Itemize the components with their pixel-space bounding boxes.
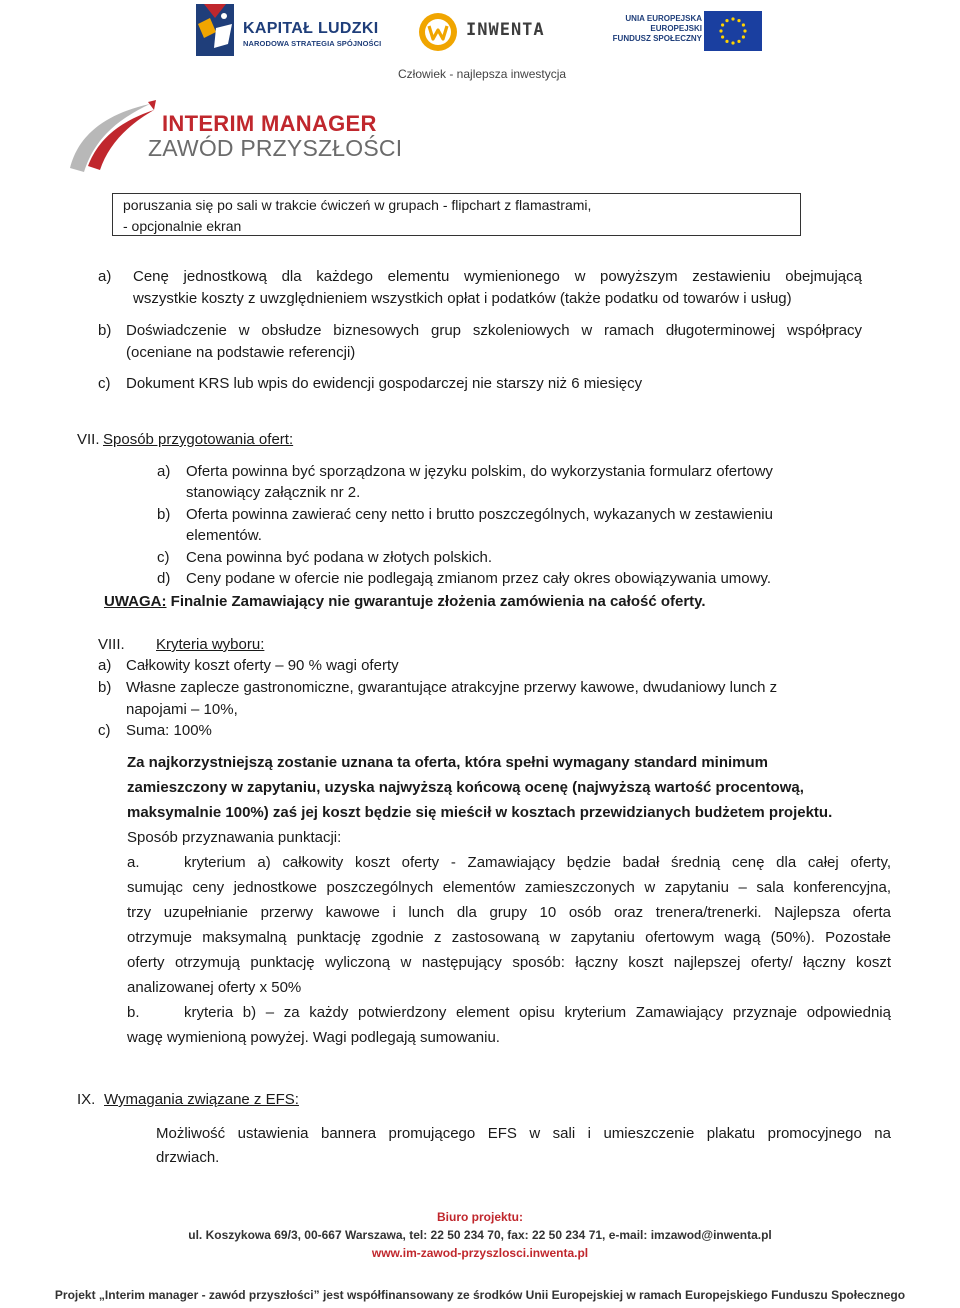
section7-number: VII.	[77, 431, 100, 448]
section7-a-marker: a)	[157, 463, 171, 480]
scoring-b-marker: b.	[127, 1004, 140, 1021]
scoring-a-line2: sumując ceny jednostkowe poszczególnych elementów zamieszczonych w zapytaniu – sala konferencyjna,	[127, 879, 891, 896]
section9-line2: drzwiach.	[156, 1149, 220, 1166]
kapital-ludzki-subtitle: NARODOWA STRATEGIA SPÓJNOŚCI	[243, 39, 382, 48]
section7-c-marker: c)	[157, 549, 170, 566]
section8-c-marker: c)	[98, 722, 111, 739]
scoring-a-marker: a.	[127, 854, 140, 871]
list1-b-marker: b)	[98, 322, 112, 339]
list1-c-line1: Dokument KRS lub wpis do ewidencji gospodarczej nie starszy niż 6 miesięcy	[126, 375, 643, 392]
scoring-b-line2: wagę wymienioną powyżej. Wagi podlegają sumowaniu.	[127, 1029, 500, 1046]
uwaga-text: Finalnie Zamawiający nie gwarantuje złożenia zamówienia na całość oferty.	[166, 593, 706, 610]
eu-text	[612, 14, 702, 44]
scoring-b-line1: kryteria b) – za każdy potwierdzony element opisu kryterium Zamawiający przyznaje odpowiednią	[184, 1004, 891, 1021]
section8-c-line1: Suma: 100%	[126, 722, 212, 739]
list1-a-line2: wszystkie koszty z uwzględnieniem wszystkich opłat i podatków (także podatku od towarów i usług)	[133, 290, 792, 307]
section8-b-line1: Własne zaplecze gastronomiczne, gwarantujące atrakcyjne przerwy kawowe, dwudaniowy lunch z	[126, 679, 778, 696]
list1-a-marker: a)	[98, 268, 112, 285]
section8-number: VIII.	[98, 636, 125, 653]
eu-line-1: UNIA EUROPEJSKA	[625, 14, 702, 23]
uwaga-label: UWAGA:	[104, 593, 167, 610]
scoring-title: Sposób przyznawania punktacji:	[127, 829, 342, 846]
inwenta-name: INWENTA	[466, 20, 545, 40]
list1-a-line1: Cenę jednostkową dla każdego elementu wymienionego w powyższym zestawieniu obejmującą	[133, 268, 862, 285]
section8-b-line2: napojami – 10%,	[126, 701, 238, 718]
box-line-2: - opcjonalnie ekran	[123, 218, 242, 234]
eu-line-2: EUROPEJSKI	[650, 24, 702, 33]
list1-b-line1: Doświadczenie w obsłudze biznesowych grup szkoleniowych w ramach długoterminowej współpracy	[126, 322, 862, 339]
box-line-1: poruszania się po sali w trakcie ćwiczeń w grupach - flipchart z flamastrami,	[123, 197, 592, 213]
list1-c-marker: c)	[98, 375, 111, 392]
scoring-a-line4: otrzymuje maksymalną punktację zgodnie z zastosowaną w zapytaniu ofertowym wagą (50%). Pozostałe	[127, 929, 891, 946]
section8-a-marker: a)	[98, 657, 112, 674]
criteria-bold-line3: maksymalnie 100%) zaś jej koszt będzie się mieścił w kosztach przewidzianych budżetem projektu.	[127, 804, 833, 821]
eu-flag-icon	[704, 11, 762, 51]
footer-address: ul. Koszykowa 69/3, 00-667 Warszawa, tel: 22 50 234 70, fax: 22 50 234 71, e-mail: imzawod@inwenta.pl	[188, 1228, 772, 1242]
scoring-a-line3: trzy uzupełnianie przerwy kawowe i lunch dla grupy 10 osób oraz trenera/trenerki. Najlepsza oferta	[127, 904, 891, 921]
interim-manager-swoosh-icon	[64, 96, 156, 174]
scoring-a-line6: analizowanej oferty x 50%	[127, 979, 302, 996]
section7-a-line1: Oferta powinna być sporządzona w języku polskim, do wykorzystania formularz ofertowy	[186, 463, 773, 480]
section9-title: Wymagania związane z EFS:	[104, 1091, 299, 1108]
section7-a-line2: stanowiący załącznik nr 2.	[186, 484, 361, 501]
eu-line-3: FUNDUSZ SPOŁECZNY	[612, 34, 702, 43]
section7-b-line1: Oferta powinna zawierać ceny netto i brutto poszczególnych, wykazanych w zestawieniu	[186, 506, 773, 523]
section7-b-marker: b)	[157, 506, 171, 523]
kapital-ludzki-logo-icon	[196, 4, 234, 56]
criteria-bold-line1: Za najkorzystniejszą zostanie uznana ta oferta, która spełni wymagany standard minimum	[127, 754, 769, 771]
section9-line1: Możliwość ustawienia bannera promującego EFS w sali i umieszczenie plakatu promocyjnego na	[156, 1125, 891, 1142]
section7-c-line1: Cena powinna być podana w złotych polskich.	[186, 549, 493, 566]
zawod-przyszlosci-title: ZAWÓD PRZYSZŁOŚCI	[148, 135, 403, 161]
criteria-bold-line2: zamieszczony w zapytaniu, uzyska najwyższą końcową ocenę (najwyższą wartość procentową,	[127, 779, 804, 796]
section7-uwaga	[104, 592, 706, 612]
slogan: Człowiek - najlepsza inwestycja	[398, 67, 567, 81]
section7-title: Sposób przygotowania ofert:	[103, 431, 294, 448]
scoring-a-line5: oferty otrzymują punktację wyliczoną w następujący sposób: łączny koszt najlepszej oferty/ łączny koszt	[127, 954, 891, 971]
scoring-a-line1: kryterium a) całkowity koszt oferty - Zamawiający będzie badał średnią cenę dla całej oferty,	[184, 854, 891, 871]
inwenta-logo-icon	[418, 12, 458, 52]
section7-d-marker: d)	[157, 570, 171, 587]
section7-b-line2: elementów.	[186, 527, 262, 544]
section9-number: IX.	[77, 1091, 96, 1108]
section8-title: Kryteria wyboru:	[156, 636, 265, 653]
footer-office-title: Biuro projektu:	[437, 1210, 523, 1224]
section8-b-marker: b)	[98, 679, 112, 696]
list1-b-line2: (oceniane na podstawie referencji)	[126, 344, 356, 361]
footer-project-note: Projekt „Interim manager - zawód przyszłości” jest współfinansowany ze środków Unii Europejskiej w ramach Europejskiego Funduszu Społecznego	[54, 1288, 906, 1302]
section8-a-line1: Całkowity koszt oferty – 90 % wagi oferty	[126, 657, 399, 674]
section7-d-line1: Ceny podane w ofercie nie podlegają zmianom przez cały okres obowiązywania umowy.	[186, 570, 772, 587]
kapital-ludzki-title: KAPITAŁ LUDZKI	[243, 20, 379, 37]
footer-website-link[interactable]: www.im-zawod-przyszlosci.inwenta.pl	[371, 1246, 589, 1260]
interim-manager-title: INTERIM MANAGER	[162, 111, 377, 136]
